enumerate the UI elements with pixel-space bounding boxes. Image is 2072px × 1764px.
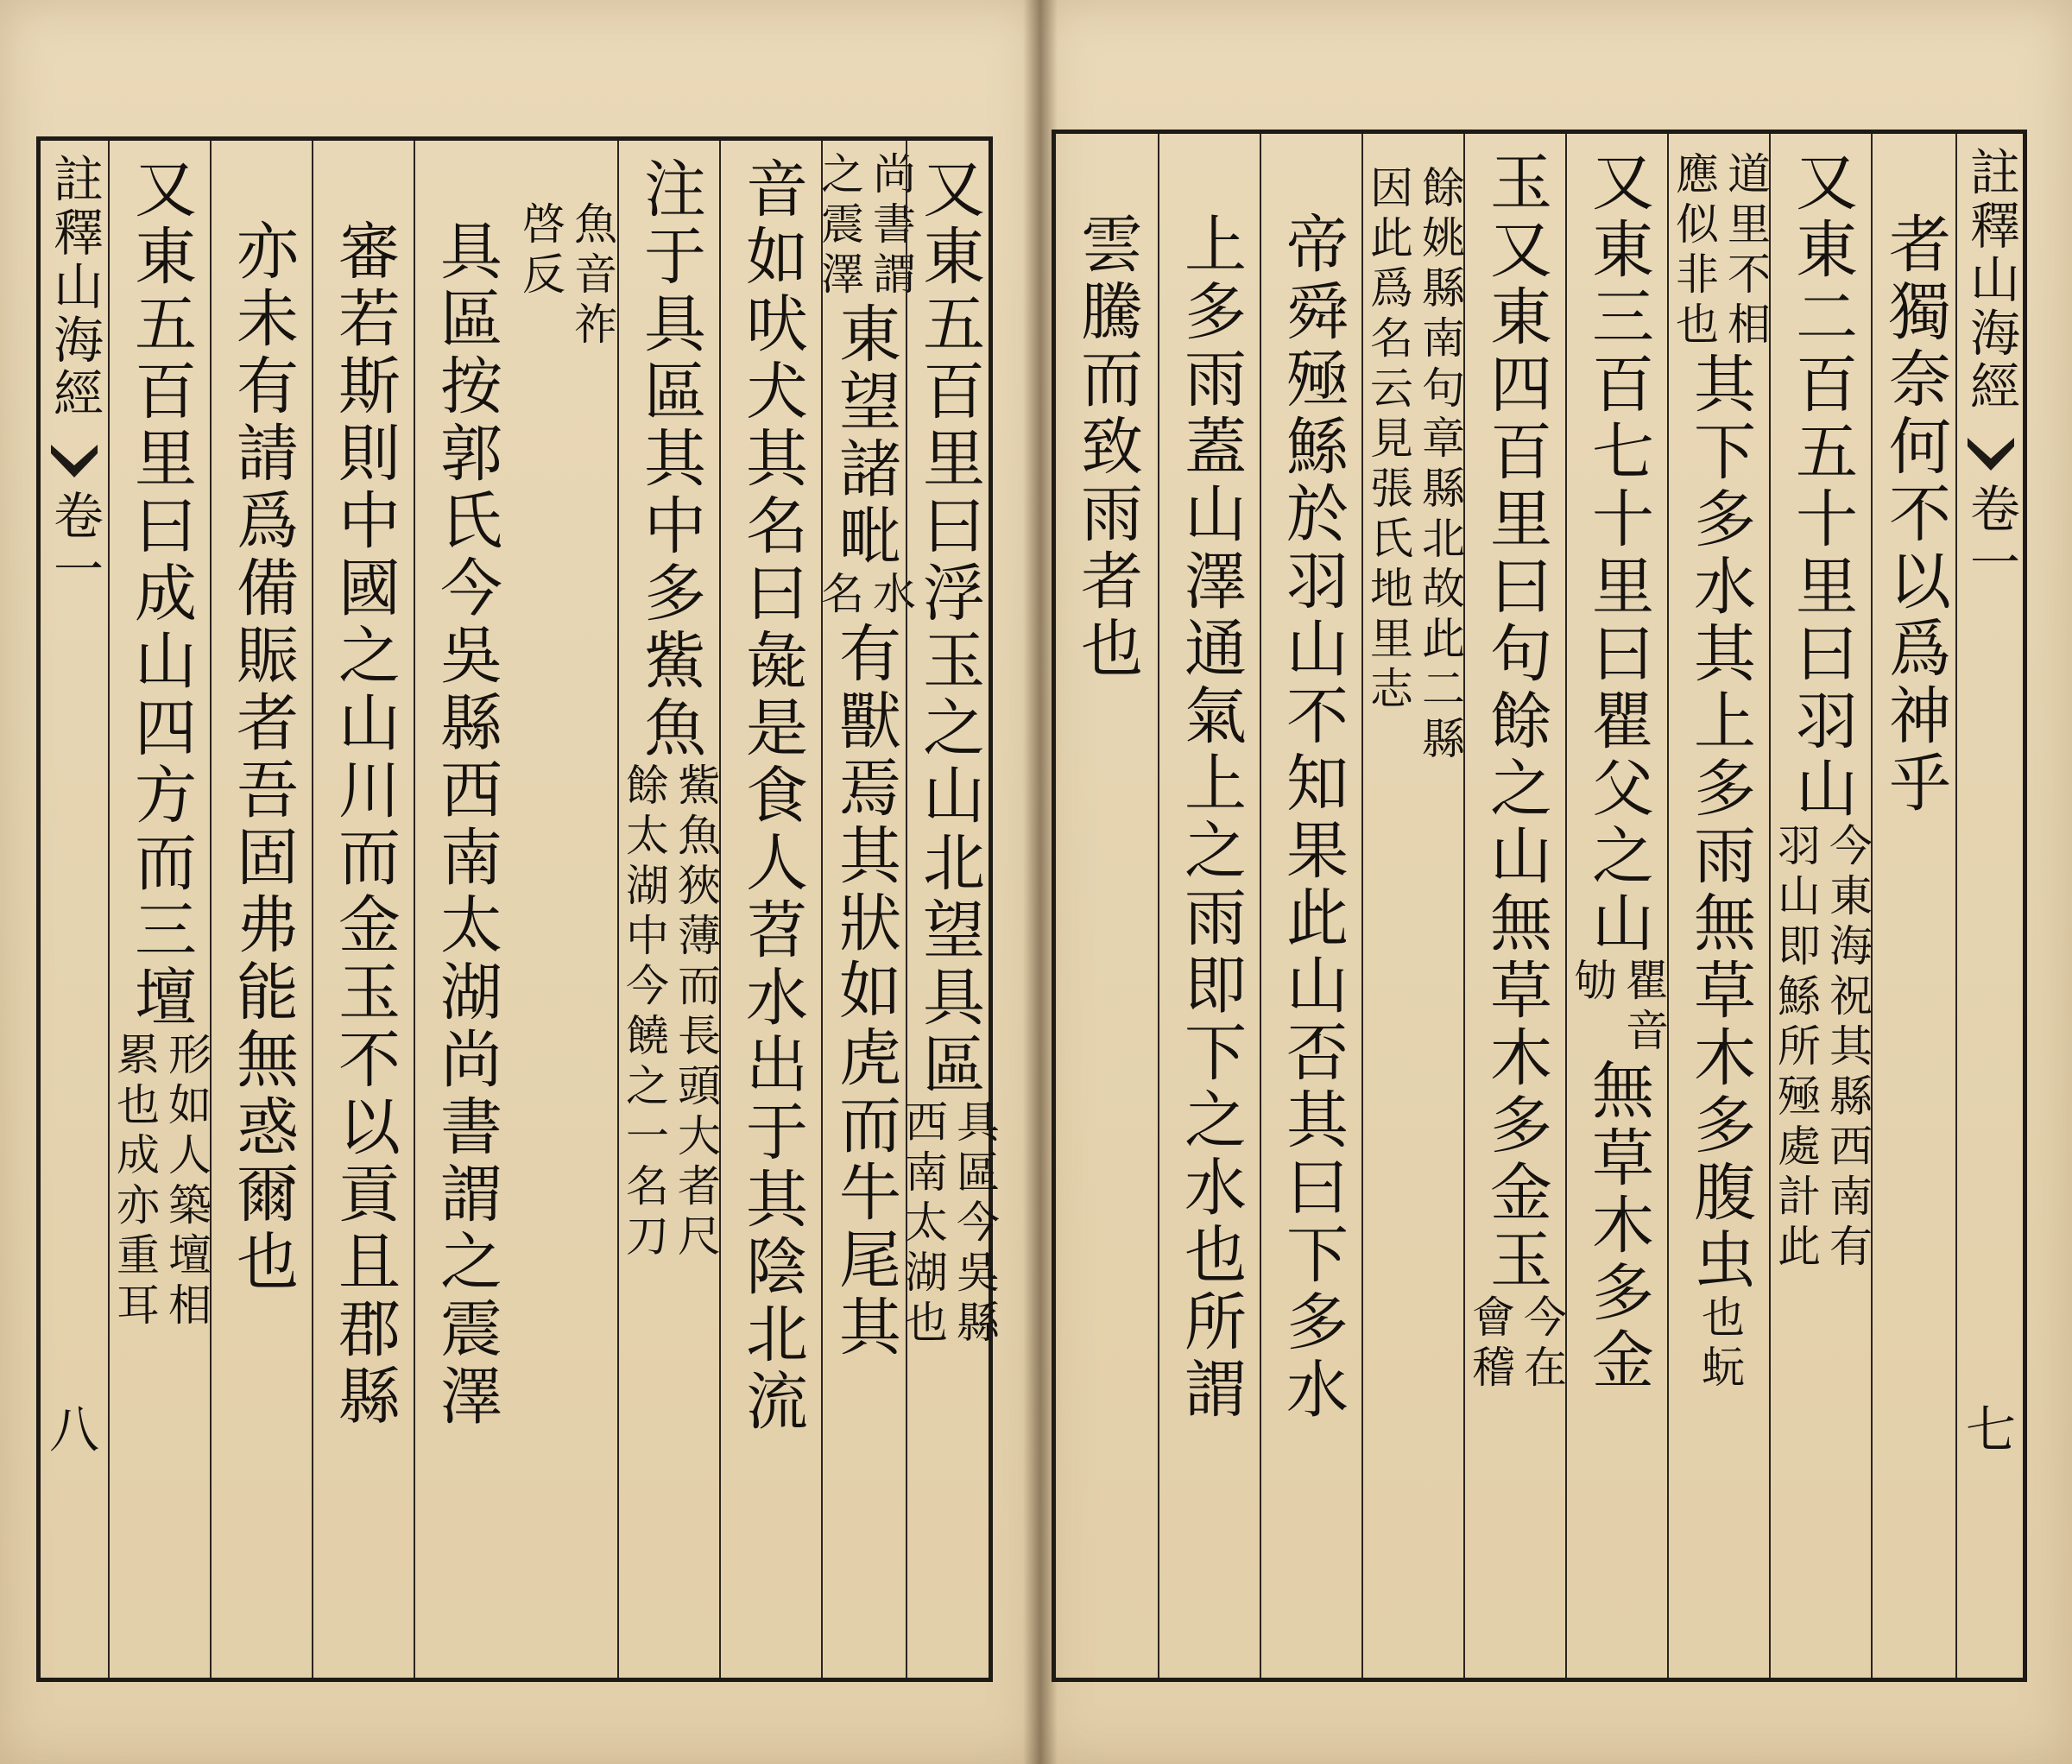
book-title: 註釋山海經: [1961, 146, 2020, 414]
commentary-right: 今東海祝其縣西南有: [1822, 823, 1873, 1274]
text-column-7: [312, 141, 415, 1678]
text-column-8: [210, 141, 313, 1678]
main-text: 音如吠犬其名曰彘是食人苕水出于其陰北流: [736, 156, 808, 1436]
commentary-right: 具區今吳縣: [950, 1099, 1000, 1350]
commentary-right: 鮆魚狹薄而長頭大者尺: [671, 762, 721, 1263]
text-column-6: [414, 141, 517, 1678]
book-title: 註釋山海經: [45, 153, 104, 420]
main-text: 東望諸毗: [829, 301, 901, 571]
volume-label: 卷一: [1961, 483, 2020, 590]
text-column-2: [1769, 134, 1873, 1678]
text-column-7: [1260, 134, 1363, 1678]
commentary-left: 名: [814, 571, 864, 621]
main-text: 又東五百里曰浮玉之山北望具區: [913, 156, 985, 1099]
main-text: 玉又東四百里曰句餘之山無草木多金玉: [1480, 149, 1552, 1294]
left-center-strip: [41, 141, 108, 1678]
right-center-strip: [1955, 134, 2025, 1678]
commentary-right: 水: [866, 571, 916, 621]
commentary: [620, 762, 720, 1263]
commentary-right: 魚音祚: [567, 201, 617, 351]
main-text: 注于具區其中多鮆魚: [634, 156, 706, 762]
main-text: 上多雨蓋山澤通氣上之雨即下之水也所謂: [1174, 212, 1247, 1424]
text-column-8: [1158, 134, 1261, 1678]
commentary-right: 道里不相: [1721, 151, 1771, 351]
commentary: [1466, 1294, 1566, 1394]
text-column-9: [1056, 134, 1158, 1678]
text-column-1: [898, 141, 1000, 1678]
commentary-left: 會稽: [1465, 1294, 1515, 1394]
commentary-right: 瞿音: [1619, 958, 1669, 1058]
commentary: [1568, 958, 1668, 1058]
main-text: 又東五百里曰成山四方而三壇: [124, 156, 197, 1032]
commentary: [899, 1099, 999, 1350]
text-column-5: [515, 141, 617, 1678]
commentary-left: 之震澤: [814, 151, 864, 301]
commentary-left: 因此爲名云見張氏地里志: [1363, 165, 1413, 716]
main-text: 又東二百五十里曰羽山: [1785, 149, 1858, 823]
main-text: 具區按郭氏今吳縣西南太湖尚書謂之震澤: [430, 218, 502, 1431]
commentary-left: 應似非也: [1669, 151, 1719, 351]
commentary-tail: 也蚖: [1695, 1294, 1745, 1394]
commentary-right: 餘姚縣南句章縣北故此二縣: [1415, 165, 1465, 766]
folio-number: 七: [1965, 1400, 2016, 1459]
commentary-left: 餘太湖中今饒之一名刀: [619, 762, 669, 1263]
commentary-right: 形如人築壇相: [161, 1032, 212, 1332]
main-text: 亦未有請爲備賑者吾固弗能無惑爾也: [226, 218, 299, 1296]
commentary-right: 尚書謂: [866, 151, 916, 301]
main-text: 又東三百七十里曰瞿父之山: [1582, 149, 1654, 958]
commentary-right: 今在: [1517, 1294, 1567, 1394]
right-page-frame: [1052, 130, 2027, 1682]
main-text: 無草木多金: [1582, 1058, 1654, 1394]
main-text: 者獨奈何不以爲神乎: [1879, 212, 1951, 818]
text-column-6: [1361, 134, 1465, 1678]
text-column-1: [1871, 134, 1957, 1678]
commentary: [1364, 134, 1464, 766]
folio-number: 八: [48, 1400, 99, 1459]
commentary: [516, 141, 616, 351]
commentary-left: 西南太湖也: [898, 1099, 948, 1350]
commentary-left: 羽山即鯀所殛處計此: [1771, 823, 1821, 1274]
fish-tail-mark-icon: [1966, 434, 2016, 474]
fish-tail-mark-icon: [49, 441, 99, 481]
volume-label: 卷一: [45, 490, 104, 597]
left-page-frame: [36, 136, 1000, 1682]
main-text: 雲騰而致雨者也: [1071, 212, 1143, 683]
commentary: [815, 141, 915, 301]
commentary-left: 劬: [1567, 958, 1617, 1008]
text-column-3: [719, 141, 823, 1678]
commentary: [1772, 823, 1872, 1274]
commentary: [815, 571, 915, 621]
commentary-left: 啓反: [515, 201, 565, 301]
text-column-4: [617, 141, 721, 1678]
text-column-2: [814, 141, 916, 1678]
main-text: 其下多水其上多雨無草木多腹虫: [1684, 351, 1756, 1294]
text-column-5: [1463, 134, 1567, 1678]
commentary-left: 累也成亦重耳: [110, 1032, 160, 1332]
main-text: 審若斯則中國之山川而金玉不以貢且郡縣: [328, 218, 401, 1431]
main-text: 帝舜殛鯀於羽山不知果此山否其曰下多水: [1276, 212, 1349, 1424]
commentary: [111, 1032, 211, 1332]
text-column-3: [1667, 134, 1771, 1678]
main-text: 有獸焉其狀如虎而牛尾其: [829, 621, 901, 1362]
text-column-4: [1565, 134, 1669, 1678]
commentary: [1670, 134, 1770, 351]
text-column-9: [108, 141, 212, 1678]
